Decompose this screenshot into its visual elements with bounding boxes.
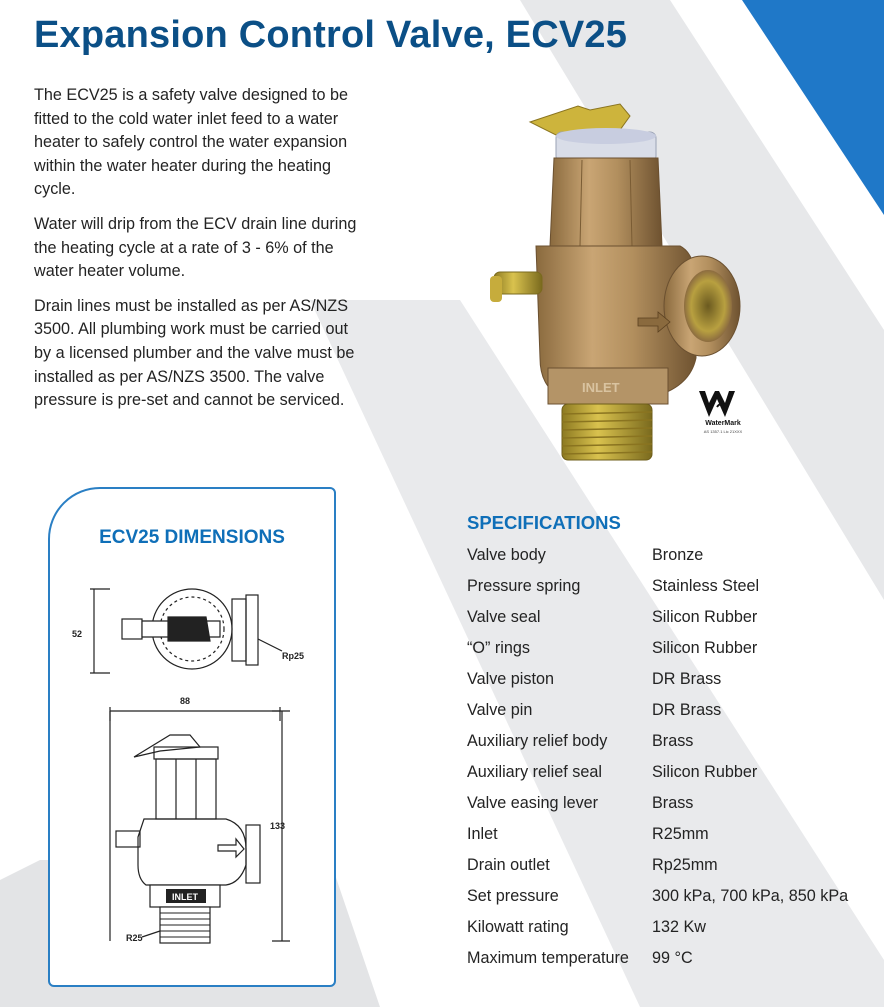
watermark-w-icon bbox=[699, 391, 735, 417]
spec-name: Maximum temperature bbox=[467, 949, 629, 967]
side-view-hex bbox=[156, 759, 216, 819]
watermark-label: WaterMark bbox=[705, 420, 741, 427]
spec-row bbox=[467, 788, 848, 819]
spec-name: Set pressure bbox=[467, 887, 559, 905]
spec-row bbox=[467, 726, 848, 757]
spec-row bbox=[467, 943, 848, 974]
watermark-logo bbox=[693, 385, 763, 435]
spec-value: Silicon Rubber bbox=[652, 608, 758, 626]
valve-hex-body bbox=[550, 158, 662, 246]
spec-value: 132 Kw bbox=[652, 918, 706, 936]
intro-paragraph: Water will drip from the ECV drain line during the heating cycle at a rate of 3 - 6% of the water heater volume. bbox=[34, 214, 357, 281]
spec-row bbox=[467, 912, 848, 943]
spec-row bbox=[467, 881, 848, 912]
spec-value: Stainless Steel bbox=[652, 577, 760, 595]
intro-paragraph: The ECV25 is a safety valve designed to be fitted to the cold water inlet feed to a water heater to safely control the water expansion within the water heater during the heating cycle. bbox=[34, 86, 349, 199]
spec-name: “O” rings bbox=[467, 639, 530, 657]
dim-88-label: 88 bbox=[180, 696, 191, 706]
spec-value: Brass bbox=[652, 732, 694, 750]
spec-name: Auxiliary relief body bbox=[467, 732, 608, 750]
side-view-body bbox=[138, 819, 246, 885]
spec-name: Valve easing lever bbox=[467, 794, 599, 812]
dim-rp25-label: Rp25 bbox=[282, 651, 305, 661]
spec-name: Valve pin bbox=[467, 701, 533, 719]
spec-value: Rp25mm bbox=[652, 856, 718, 874]
inlet-embossed-text: INLET bbox=[582, 380, 620, 395]
spec-row bbox=[467, 633, 848, 664]
intro-text bbox=[34, 84, 364, 424]
spec-row bbox=[467, 571, 848, 602]
spec-value: Silicon Rubber bbox=[652, 763, 758, 781]
watermark-sub: AS 1357.1 Lic 21XXX bbox=[703, 429, 743, 434]
spec-value: Brass bbox=[652, 794, 694, 812]
spec-row bbox=[467, 695, 848, 726]
spec-value: 99 °C bbox=[652, 949, 693, 967]
spec-row bbox=[467, 819, 848, 850]
dimensions-panel bbox=[48, 487, 336, 987]
page-title: Expansion Control Valve, ECV25 bbox=[34, 14, 628, 56]
intro-paragraph: Drain lines must be installed as per AS/NZS 3500. All plumbing work must be carried out by a licensed plumber and the valve must be installed as per AS/NZS 3500. The valve pressure is pre-set and cannot be serviced. bbox=[34, 296, 355, 410]
spec-name: Auxiliary relief seal bbox=[467, 763, 602, 781]
spec-value: 300 kPa, 700 kPa, 850 kPa bbox=[652, 887, 849, 905]
spec-value: DR Brass bbox=[652, 670, 722, 688]
spec-row bbox=[467, 540, 848, 571]
dimensions-title: ECV25 DIMENSIONS bbox=[99, 527, 285, 548]
spec-name: Pressure spring bbox=[467, 577, 581, 595]
spec-row bbox=[467, 850, 848, 881]
dim-52-label: 52 bbox=[72, 629, 83, 639]
spec-name: Inlet bbox=[467, 825, 498, 843]
spec-value: DR Brass bbox=[652, 701, 722, 719]
spec-name: Valve piston bbox=[467, 670, 554, 688]
specifications-title: SPECIFICATIONS bbox=[467, 512, 621, 533]
spec-row bbox=[467, 664, 848, 695]
spec-row bbox=[467, 602, 848, 633]
dim-133-label: 133 bbox=[270, 821, 286, 831]
spec-row bbox=[467, 757, 848, 788]
spec-name: Drain outlet bbox=[467, 856, 550, 874]
spec-name: Valve seal bbox=[467, 608, 541, 626]
spec-name: Kilowatt rating bbox=[467, 918, 569, 936]
spec-value: Silicon Rubber bbox=[652, 639, 758, 657]
drawing-inlet-text: INLET bbox=[172, 892, 198, 902]
dim-r25-label: R25 bbox=[126, 933, 143, 943]
spec-name: Valve body bbox=[467, 546, 546, 564]
side-view-lever bbox=[134, 735, 200, 757]
spec-value: Bronze bbox=[652, 546, 704, 564]
specifications-section bbox=[467, 512, 848, 974]
dimension-drawing bbox=[50, 489, 334, 985]
spec-value: R25mm bbox=[652, 825, 709, 843]
